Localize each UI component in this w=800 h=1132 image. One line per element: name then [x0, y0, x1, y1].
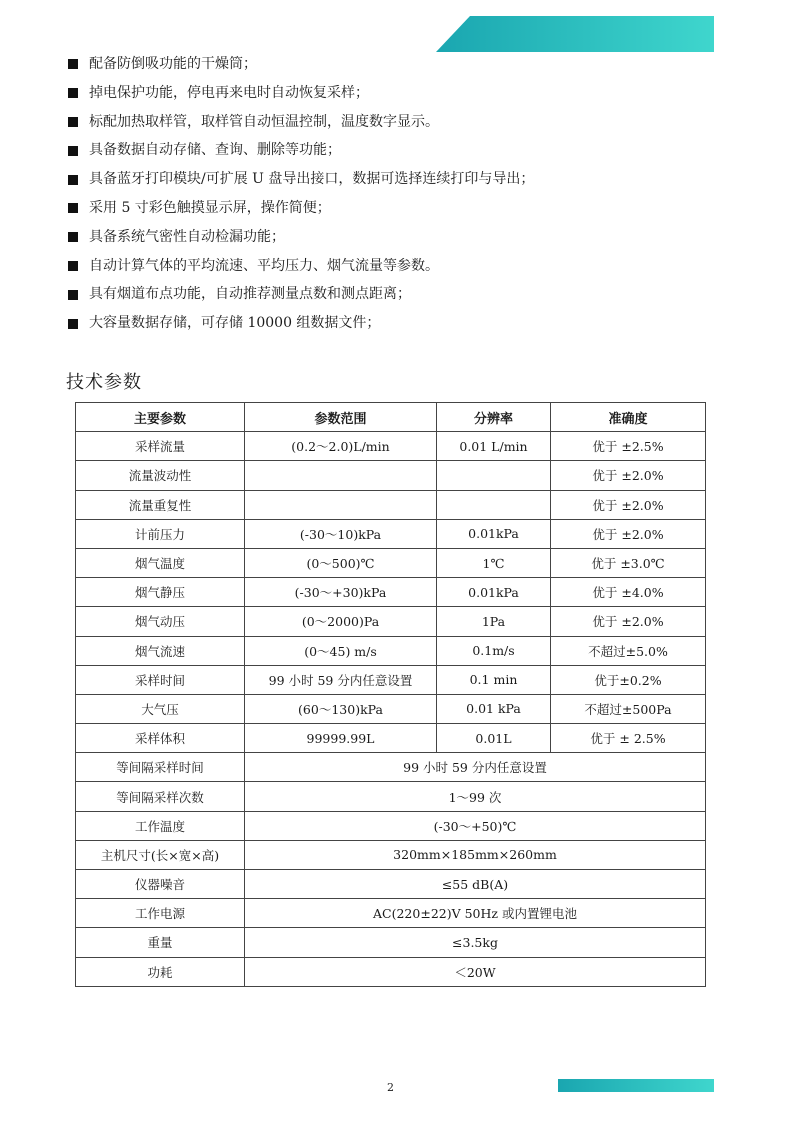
bullet-square-icon [68, 319, 78, 329]
param-accuracy: 优于 ±2.0% [551, 607, 706, 636]
feature-item [68, 108, 748, 137]
param-value: 320mm×185mm×260mm [245, 840, 706, 869]
param-range: (-30～10)kPa [245, 519, 437, 548]
param-name: 仪器噪音 [76, 870, 245, 899]
table-row [76, 578, 706, 607]
param-resolution: 1℃ [437, 548, 551, 577]
param-name: 等间隔采样时间 [76, 753, 245, 782]
param-accuracy: 优于 ±4.0% [551, 578, 706, 607]
param-resolution: 1Pa [437, 607, 551, 636]
header-cell-accuracy: 准确度 [551, 403, 706, 432]
bullet-square-icon [68, 175, 78, 185]
table-row [76, 519, 706, 548]
param-accuracy: 优于 ± 2.5% [551, 724, 706, 753]
param-range: 99999.99L [245, 724, 437, 753]
param-range [245, 490, 437, 519]
param-name: 流量重复性 [76, 490, 245, 519]
header-cell-range: 参数范围 [245, 403, 437, 432]
param-range: (-30～+30)kPa [245, 578, 437, 607]
table-row-merged [76, 928, 706, 957]
param-resolution [437, 490, 551, 519]
feature-item [68, 194, 748, 223]
param-range: 99 小时 59 分内任意设置 [245, 665, 437, 694]
param-value: 99 小时 59 分内任意设置 [245, 753, 706, 782]
page-number: 2 [387, 1081, 394, 1094]
param-name: 采样体积 [76, 724, 245, 753]
feature-text: 大容量数据存储，可存储 10000 组数据文件； [89, 315, 381, 332]
param-name: 采样流量 [76, 432, 245, 461]
table-row-merged [76, 870, 706, 899]
feature-item [68, 309, 748, 338]
param-name: 工作电源 [76, 899, 245, 928]
feature-list [68, 50, 748, 338]
param-name: 等间隔采样次数 [76, 782, 245, 811]
param-value: AC(220±22)V 50Hz 或内置锂电池 [245, 899, 706, 928]
feature-item [68, 223, 748, 252]
feature-item [68, 165, 748, 194]
table-row [76, 432, 706, 461]
param-name: 采样时间 [76, 665, 245, 694]
param-value: 1～99 次 [245, 782, 706, 811]
param-resolution: 0.1 min [437, 665, 551, 694]
feature-item [68, 280, 748, 309]
spec-table [75, 402, 706, 987]
param-accuracy: 优于 ±3.0℃ [551, 548, 706, 577]
param-resolution [437, 461, 551, 490]
table-row-merged [76, 811, 706, 840]
param-accuracy: 优于 ±2.5% [551, 432, 706, 461]
table-row-merged [76, 782, 706, 811]
param-accuracy: 优于 ±2.0% [551, 519, 706, 548]
feature-text: 具备数据自动存储、查询、删除等功能； [89, 142, 341, 159]
bullet-square-icon [68, 203, 78, 213]
param-name: 流量波动性 [76, 461, 245, 490]
param-accuracy: 优于 ±2.0% [551, 461, 706, 490]
table-row [76, 607, 706, 636]
table-row [76, 461, 706, 490]
feature-item [68, 136, 748, 165]
param-name: 重量 [76, 928, 245, 957]
param-name: 工作温度 [76, 811, 245, 840]
param-value: (-30～+50)℃ [245, 811, 706, 840]
table-row-merged [76, 840, 706, 869]
footer-accent-bar [558, 1079, 714, 1092]
param-name: 烟气动压 [76, 607, 245, 636]
param-value: ≤3.5kg [245, 928, 706, 957]
table-row-merged [76, 899, 706, 928]
table-row [76, 636, 706, 665]
header-cell-resolution: 分辨率 [437, 403, 551, 432]
feature-item [68, 50, 748, 79]
param-accuracy: 优于 ±2.0% [551, 490, 706, 519]
bullet-square-icon [68, 232, 78, 242]
param-name: 计前压力 [76, 519, 245, 548]
section-title: 技术参数 [66, 372, 142, 393]
feature-text: 掉电保护功能，停电再来电时自动恢复采样； [89, 84, 369, 101]
bullet-square-icon [68, 290, 78, 300]
param-accuracy: 优于±0.2% [551, 665, 706, 694]
param-accuracy: 不超过±500Pa [551, 694, 706, 723]
param-name: 烟气静压 [76, 578, 245, 607]
param-value: ≤55 dB(A) [245, 870, 706, 899]
param-resolution: 0.01kPa [437, 519, 551, 548]
param-name: 主机尺寸(长×宽×高) [76, 840, 245, 869]
param-range: (0～2000)Pa [245, 607, 437, 636]
param-resolution: 0.01 kPa [437, 694, 551, 723]
param-resolution: 0.1m/s [437, 636, 551, 665]
param-range: (0～500)℃ [245, 548, 437, 577]
bullet-square-icon [68, 146, 78, 156]
param-resolution: 0.01 L/min [437, 432, 551, 461]
param-name: 烟气流速 [76, 636, 245, 665]
param-name: 功耗 [76, 957, 245, 986]
param-accuracy: 不超过±5.0% [551, 636, 706, 665]
table-row [76, 548, 706, 577]
param-name: 烟气温度 [76, 548, 245, 577]
table-row [76, 665, 706, 694]
table-row [76, 724, 706, 753]
bullet-square-icon [68, 88, 78, 98]
param-resolution: 0.01kPa [437, 578, 551, 607]
feature-text: 具备系统气密性自动检漏功能； [89, 228, 285, 245]
bullet-square-icon [68, 261, 78, 271]
feature-text: 自动计算气体的平均流速、平均压力、烟气流量等参数。 [89, 257, 439, 274]
feature-text: 采用 5 寸彩色触摸显示屏，操作简便； [89, 199, 331, 216]
bullet-square-icon [68, 117, 78, 127]
feature-item [68, 252, 748, 281]
feature-text: 标配加热取样管，取样管自动恒温控制，温度数字显示。 [89, 113, 439, 130]
feature-text: 具备蓝牙打印模块/可扩展 U 盘导出接口，数据可选择连续打印与导出； [89, 171, 535, 188]
header-cell-parameter: 主要参数 [76, 403, 245, 432]
param-resolution: 0.01L [437, 724, 551, 753]
param-value: ＜20W [245, 957, 706, 986]
param-range [245, 461, 437, 490]
feature-item [68, 79, 748, 108]
feature-text: 配备防倒吸功能的干燥筒； [89, 56, 257, 72]
param-range: (0.2～2.0)L/min [245, 432, 437, 461]
table-row-merged [76, 957, 706, 986]
param-name: 大气压 [76, 694, 245, 723]
feature-text: 具有烟道布点功能，自动推荐测量点数和测点距离； [89, 286, 411, 303]
table-row [76, 694, 706, 723]
table-row-merged [76, 753, 706, 782]
param-range: (60～130)kPa [245, 694, 437, 723]
table-row [76, 490, 706, 519]
param-range: (0～45) m/s [245, 636, 437, 665]
bullet-square-icon [68, 59, 78, 69]
table-header-row [76, 403, 706, 432]
